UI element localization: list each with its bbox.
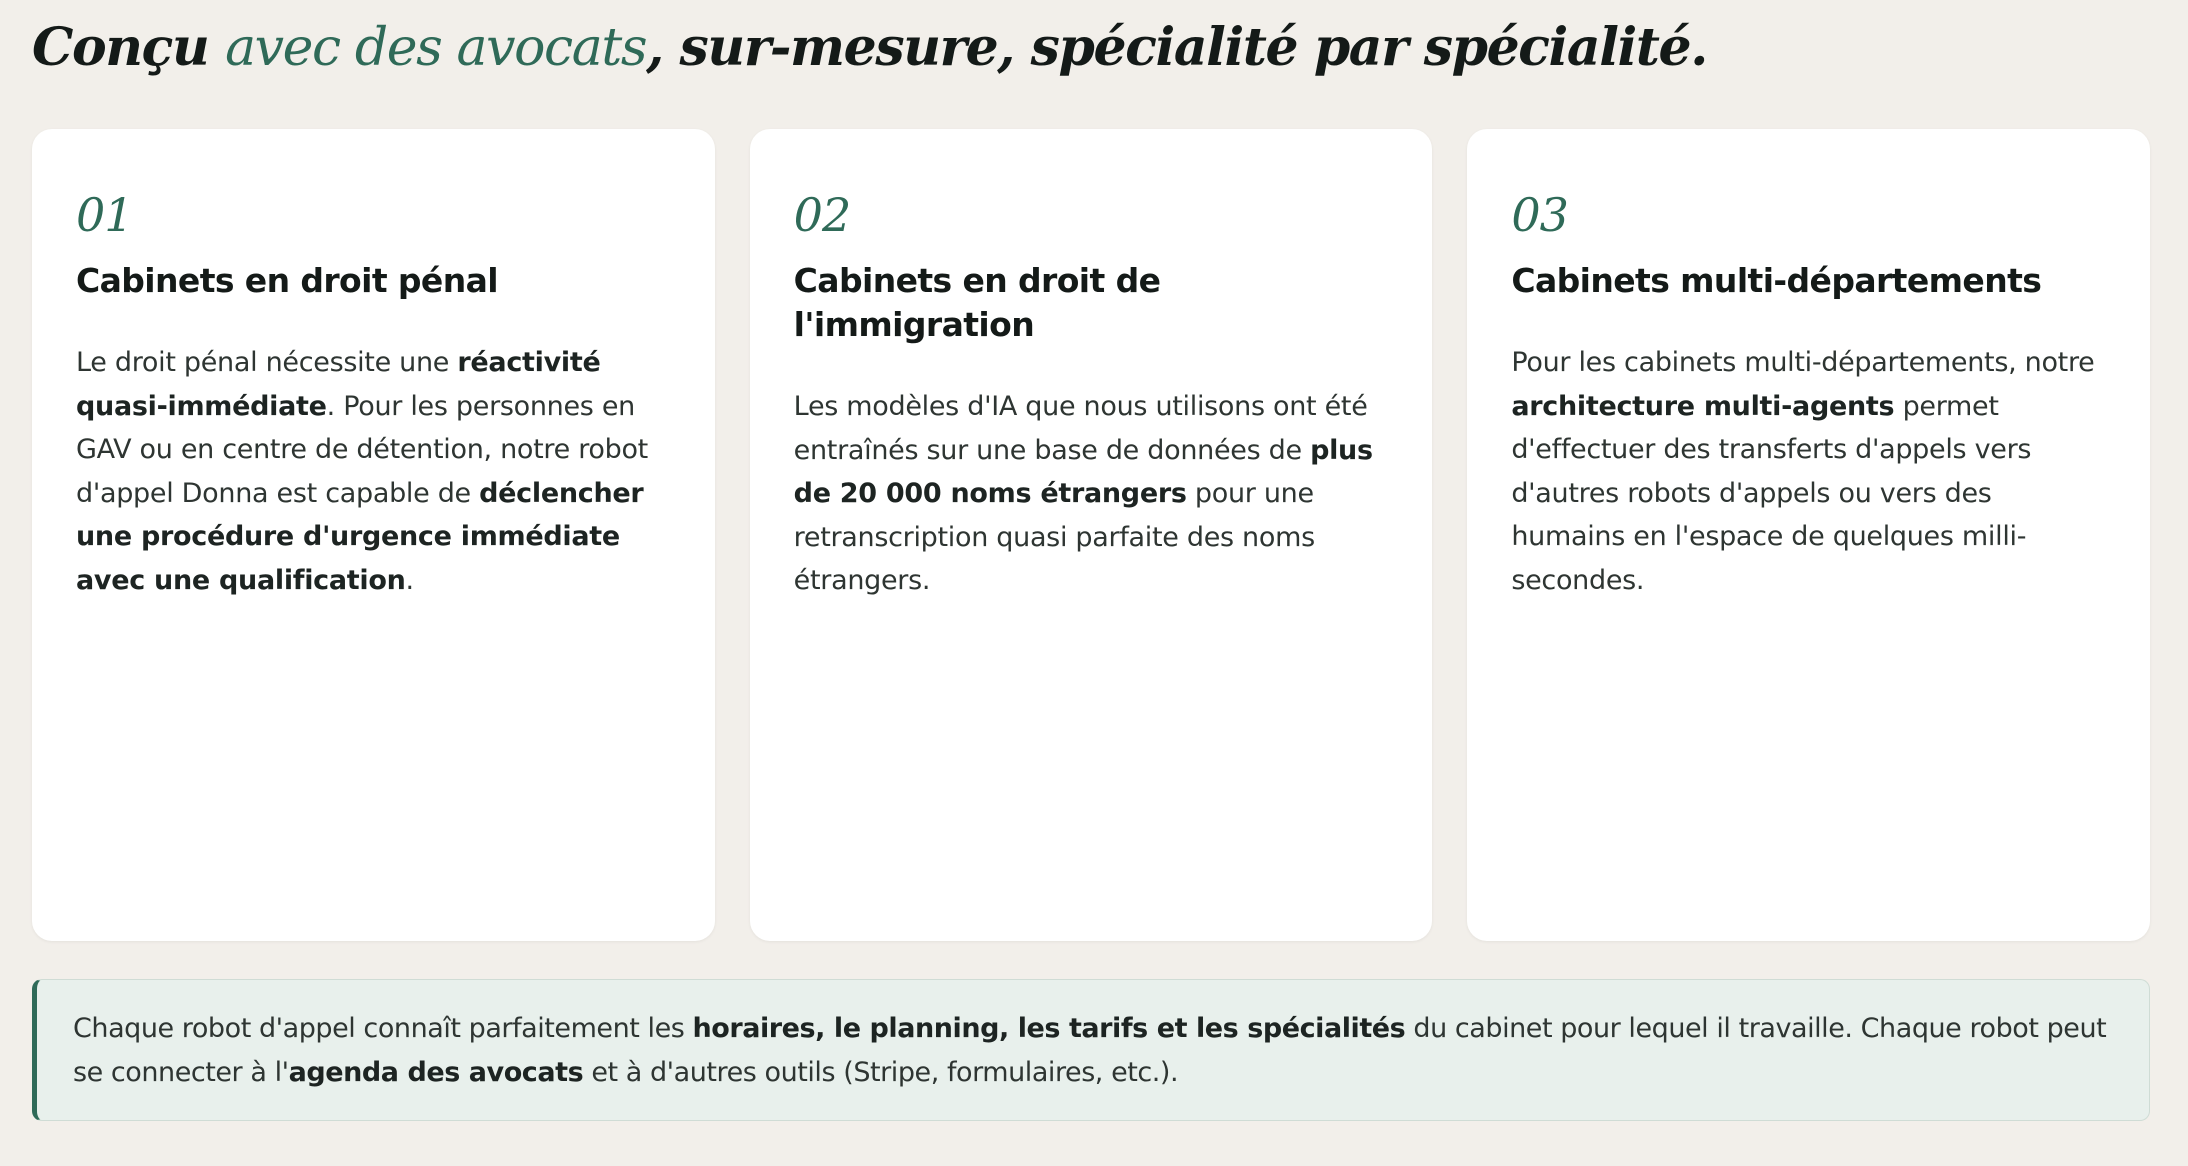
body-text: Le droit pénal nécessite une [76,347,458,378]
emphasized-text: déclencher une procédure d'urgence immédiate avec une qualification [76,477,644,596]
card-criminal-law [32,129,715,941]
body-text: permet d'effectuer des transferts d'appels vers d'autres robots d'appels ou vers des humains en l'espace de quelques milli-secondes. [1511,390,2032,596]
body-text: et à d'autres outils (Stripe, formulaires, etc.). [583,1057,1179,1088]
card-multi-department [1467,129,2150,941]
body-text: . Pour les personnes en GAV ou en centre de détention, notre robot d'appel Donna est capable de [76,390,648,509]
headline-before: Conçu [32,17,226,78]
headline-accent: avec des avocats [225,18,647,78]
emphasized-text: horaires, le planning, les tarifs et les spécialités [692,1013,1406,1044]
card-title: Cabinets multi-départements [1511,261,2042,300]
body-text: Pour les cabinets multi-départements, notre [1511,347,2095,378]
card-title: Cabinets en droit de l'immigration [793,261,1161,344]
specialty-cards [32,129,2150,941]
card-title: Cabinets en droit pénal [76,261,498,300]
headline-after: , sur-mesure, spécialité par spécialité. [646,17,1707,78]
body-text: Les modèles d'IA que nous utilisons ont été entraînés sur une base de données de [793,391,1368,466]
emphasized-text: réactivité quasi-immédiate [76,347,601,422]
body-text: . [405,564,414,596]
card-description [794,385,1389,603]
emphasized-text: agenda des avocats [288,1057,584,1088]
body-text: du cabinet pour lequel il travaille. Chaque robot peut se connecter à l' [73,1013,2107,1088]
emphasized-text: plus de 20 000 noms étrangers [793,434,1373,509]
card-number: 03 [1511,188,1568,242]
page-headline [32,10,1707,86]
info-callout [32,979,2150,1121]
card-description [1511,341,2106,602]
body-text: Chaque robot d'appel connaît parfaitement les [73,1013,693,1044]
emphasized-text: architecture multi-agents [1511,390,1895,422]
card-immigration-law [750,129,1433,941]
card-number: 02 [793,188,851,242]
card-number: 01 [76,188,133,242]
card-description [76,341,671,602]
body-text: pour une retranscription quasi parfaite des noms étrangers. [793,478,1315,596]
